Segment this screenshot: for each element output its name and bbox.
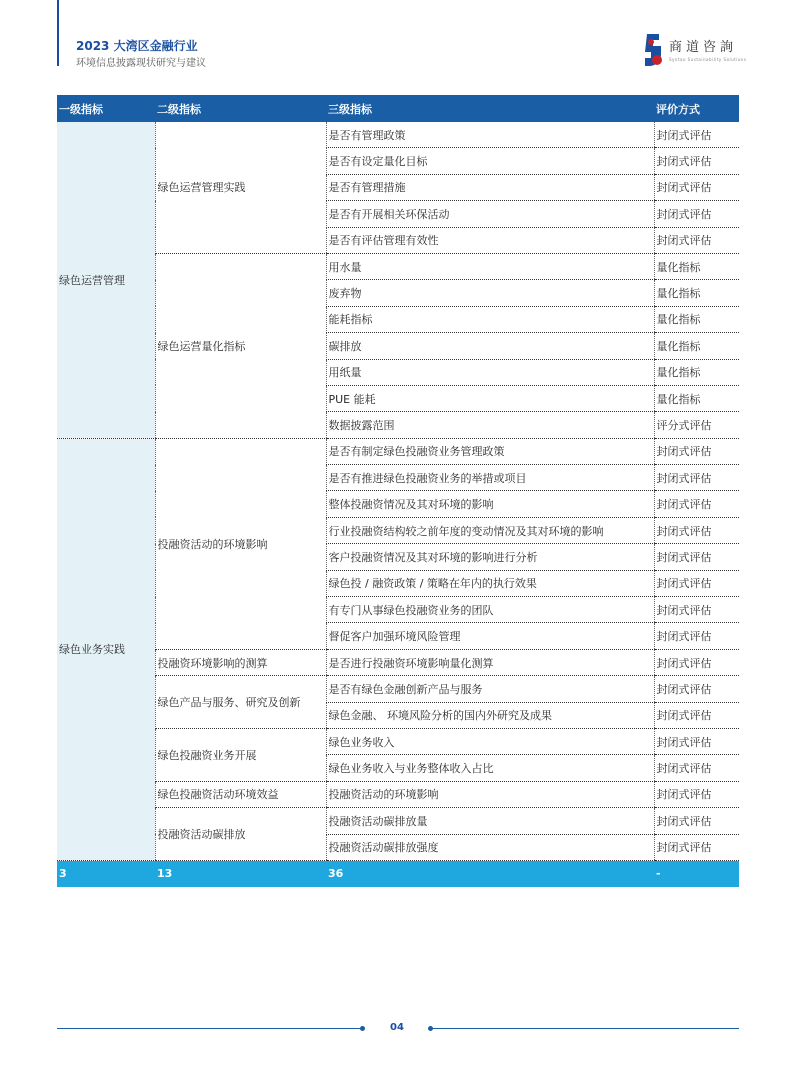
method-cell: 量化指标 — [654, 280, 739, 306]
level2-cell: 绿色运营量化指标 — [155, 253, 326, 438]
level3-cell: 是否有管理措施 — [326, 174, 654, 200]
method-cell: 评分式评估 — [654, 412, 739, 438]
logo-emblem-icon — [643, 32, 665, 68]
level3-cell: 是否有评估管理有效性 — [326, 227, 654, 253]
level3-cell: 废弃物 — [326, 280, 654, 306]
footer-divider-right — [431, 1028, 739, 1029]
footer-dot-left — [360, 1026, 365, 1031]
logo-text: 商道咨詢 — [669, 40, 738, 55]
col-header-method: 评价方式 — [654, 95, 739, 122]
level2-cell: 投融资环境影响的测算 — [155, 649, 326, 675]
level2-cell: 绿色运营管理实践 — [155, 122, 326, 253]
level3-cell: 用水量 — [326, 253, 654, 279]
logo-tagline: Syntao Sustainability Solutions — [669, 57, 747, 62]
method-cell: 封闭式评估 — [654, 174, 739, 200]
table-row — [57, 438, 739, 464]
level2-cell: 投融资活动碳排放 — [155, 808, 326, 861]
level3-cell: 督促客户加强环境风险管理 — [326, 623, 654, 649]
level3-cell: 是否有制定绿色投融资业务管理政策 — [326, 438, 654, 464]
method-cell: 量化指标 — [654, 385, 739, 411]
method-cell: 封闭式评估 — [654, 438, 739, 464]
level3-cell: 绿色业务收入 — [326, 728, 654, 754]
level3-cell: 是否有开展相关环保活动 — [326, 201, 654, 227]
table-row — [57, 676, 739, 702]
method-cell: 封闭式评估 — [654, 122, 739, 148]
level3-cell: 是否有设定量化目标 — [326, 148, 654, 174]
level3-cell: 数据披露范围 — [326, 412, 654, 438]
level2-cell: 绿色投融资业务开展 — [155, 728, 326, 781]
method-cell: 封闭式评估 — [654, 465, 739, 491]
totals-row — [57, 860, 739, 887]
method-cell: 封闭式评估 — [654, 544, 739, 570]
table-header-row — [57, 95, 739, 122]
level3-cell: 是否有管理政策 — [326, 122, 654, 148]
level3-cell: 整体投融资情况及其对环境的影响 — [326, 491, 654, 517]
level3-cell: 绿色金融、 环境风险分析的国内外研究及成果 — [326, 702, 654, 728]
level1-cell: 绿色业务实践 — [57, 438, 155, 860]
level3-cell: 绿色投 / 融资政策 / 策略在年内的执行效果 — [326, 570, 654, 596]
method-cell: 封闭式评估 — [654, 148, 739, 174]
table-row — [57, 122, 739, 148]
level3-cell: 投融资活动碳排放量 — [326, 808, 654, 834]
level3-cell: 客户投融资情况及其对环境的影响进行分析 — [326, 544, 654, 570]
level3-cell: 投融资活动的环境影响 — [326, 781, 654, 807]
level3-cell: 投融资活动碳排放强度 — [326, 834, 654, 860]
footer-divider-left — [57, 1028, 362, 1029]
method-cell: 封闭式评估 — [654, 649, 739, 675]
method-cell: 封闭式评估 — [654, 755, 739, 781]
method-cell: 量化指标 — [654, 253, 739, 279]
method-cell: 封闭式评估 — [654, 570, 739, 596]
level3-cell: 有专门从事绿色投融资业务的团队 — [326, 597, 654, 623]
col-header-level2: 二级指标 — [155, 95, 326, 122]
method-cell: 封闭式评估 — [654, 597, 739, 623]
method-cell: 量化指标 — [654, 359, 739, 385]
table-row — [57, 649, 739, 675]
method-cell: 封闭式评估 — [654, 227, 739, 253]
level3-cell: 是否有推进绿色投融资业务的举措或项目 — [326, 465, 654, 491]
level3-cell: 能耗指标 — [326, 306, 654, 332]
method-cell: 封闭式评估 — [654, 702, 739, 728]
total-level1: 3 — [57, 860, 155, 887]
company-logo — [643, 32, 747, 70]
table-row — [57, 781, 739, 807]
level3-cell: 是否有绿色金融创新产品与服务 — [326, 676, 654, 702]
level3-cell: 用纸量 — [326, 359, 654, 385]
col-header-level3: 三级指标 — [326, 95, 654, 122]
method-cell: 封闭式评估 — [654, 201, 739, 227]
method-cell: 封闭式评估 — [654, 834, 739, 860]
total-method: - — [654, 860, 739, 887]
level3-cell: 是否进行投融资环境影响量化测算 — [326, 649, 654, 675]
level1-cell: 绿色运营管理 — [57, 122, 155, 438]
level2-cell: 投融资活动的环境影响 — [155, 438, 326, 649]
level2-cell: 绿色产品与服务、研究及创新 — [155, 676, 326, 729]
method-cell: 封闭式评估 — [654, 491, 739, 517]
level3-cell: 碳排放 — [326, 333, 654, 359]
method-cell: 封闭式评估 — [654, 623, 739, 649]
total-level2: 13 — [155, 860, 326, 887]
method-cell: 封闭式评估 — [654, 808, 739, 834]
method-cell: 封闭式评估 — [654, 728, 739, 754]
table-row — [57, 728, 739, 754]
method-cell: 量化指标 — [654, 306, 739, 332]
method-cell: 封闭式评估 — [654, 781, 739, 807]
method-cell: 量化指标 — [654, 333, 739, 359]
report-title: 2023 大湾区金融行业 — [76, 39, 198, 53]
indicator-table — [57, 95, 739, 887]
level3-cell: 行业投融资结构较之前年度的变动情况及其对环境的影响 — [326, 517, 654, 543]
page-number: 04 — [390, 1022, 404, 1033]
report-subtitle: 环境信息披露现状研究与建议 — [76, 58, 206, 69]
header-accent-bar — [57, 0, 59, 66]
col-header-level1: 一级指标 — [57, 95, 155, 122]
level2-cell: 绿色投融资活动环境效益 — [155, 781, 326, 807]
total-level3: 36 — [326, 860, 654, 887]
method-cell: 封闭式评估 — [654, 517, 739, 543]
table-row — [57, 253, 739, 279]
method-cell: 封闭式评估 — [654, 676, 739, 702]
table-row — [57, 808, 739, 834]
level3-cell: PUE 能耗 — [326, 385, 654, 411]
level3-cell: 绿色业务收入与业务整体收入占比 — [326, 755, 654, 781]
